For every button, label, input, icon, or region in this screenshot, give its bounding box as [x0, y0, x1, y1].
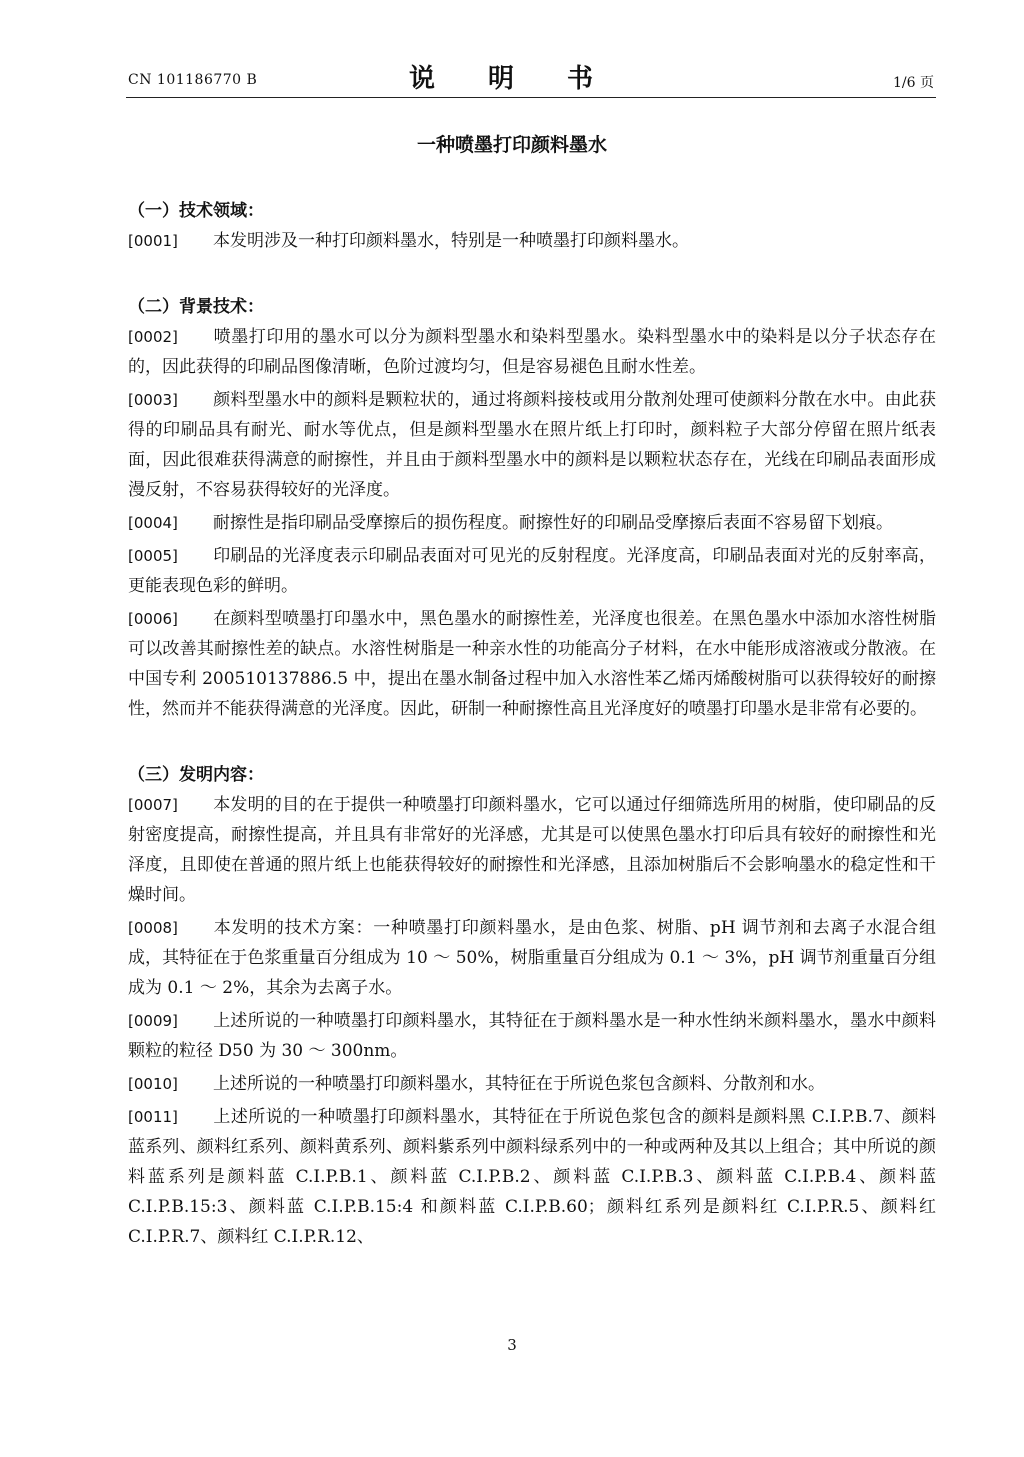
section-heading: （一）技术领域：	[128, 201, 264, 221]
paragraph-text: 在颜料型喷墨打印墨水中，黑色墨水的耐擦性差，光泽度也很差。在黑色墨水中添加水溶性树脂可以改善其耐擦性差的缺点。水溶性树脂是一种亲水性的功能高分子材料，在水中能形成溶液或分散液。在中国专利 200510137886.5 中，提出在墨水制备过程中加入水溶性苯乙烯丙烯酸树脂可以获得较好的耐擦性，然而并不能获得满意的光泽度。因此，研制一种耐擦性高且光泽度好的喷墨打印墨水是非常有必要的。	[128, 609, 936, 719]
patent-number: CN 101186770 B	[128, 72, 258, 88]
paragraph-number: [0003]	[128, 391, 178, 409]
paragraph-number: [0001]	[128, 232, 178, 250]
paragraph	[128, 322, 936, 382]
paragraph-text: 上述所说的一种喷墨打印颜料墨水，其特征在于所说色浆包含的颜料是颜料黑 C.I.P.B.7、颜料蓝系列、颜料红系列、颜料黄系列、颜料紫系列中颜料绿系列中的一种或两种及其以上组合；其中所说的颜料蓝系列是颜料蓝 C.I.P.B.1、颜料蓝 C.I.P.B.2、颜料蓝 C.I.P.B.3、颜料蓝 C.I.P.B.4、颜料蓝 C.I.P.B.15:3、颜料蓝 C.I.P.B.15:4 和颜料蓝 C.I.P.B.60；颜料红系列是颜料红 C.I.P.R.5、颜料红 C.I.P.R.7、颜料红 C.I.P.R.12、	[128, 1107, 936, 1247]
paragraph-number: [0011]	[128, 1108, 178, 1126]
page-indicator: 1/6 页	[893, 75, 934, 91]
document-title: 一种喷墨打印颜料墨水	[416, 134, 607, 156]
paragraph-text: 本发明的目的在于提供一种喷墨打印颜料墨水，它可以通过仔细筛选所用的树脂，使印刷品的反射密度提高，耐擦性提高，并且具有非常好的光泽感，尤其是可以使黑色墨水打印后具有较好的耐擦性和光泽度，且即使在普通的照片纸上也能获得较好的耐擦性和光泽感，且添加树脂后不会影响墨水的稳定性和干燥时间。	[128, 795, 936, 905]
paragraph-number: [0009]	[128, 1012, 178, 1030]
paragraph-text: 上述所说的一种喷墨打印颜料墨水，其特征在于颜料墨水是一种水性纳米颜料墨水，墨水中颜料颗粒的粒径 D50 为 30 ～ 300nm。	[128, 1011, 936, 1061]
paragraph	[128, 913, 936, 1003]
paragraph-text: 颜料型墨水中的颜料是颗粒状的，通过将颜料接枝或用分散剂处理可使颜料分散在水中。由此获得的印刷品具有耐光、耐水等优点，但是颜料型墨水在照片纸上打印时，颜料粒子大部分停留在照片纸表面，因此很难获得满意的耐擦性，并且由于颜料型墨水中的颜料是以颗粒状态存在，光线在印刷品表面形成漫反射，不容易获得较好的光泽度。	[128, 390, 936, 500]
document-type-heading: 说 明 书	[408, 64, 616, 94]
paragraph-text: 喷墨打印用的墨水可以分为颜料型墨水和染料型墨水。染料型墨水中的染料是以分子状态存在的，因此获得的印刷品图像清晰，色阶过渡均匀，但是容易褪色且耐水性差。	[128, 327, 936, 377]
paragraph	[128, 226, 936, 256]
page-number: 3	[507, 1336, 517, 1354]
paragraph-number: [0010]	[128, 1075, 178, 1093]
paragraph	[128, 604, 936, 724]
paragraph	[128, 1069, 936, 1099]
section-heading: （二）背景技术：	[128, 297, 264, 317]
paragraph-text: 上述所说的一种喷墨打印颜料墨水，其特征在于所说色浆包含颜料、分散剂和水。	[213, 1074, 825, 1094]
document-body	[128, 196, 936, 1255]
paragraph	[128, 541, 936, 601]
paragraph	[128, 1102, 936, 1252]
paragraph-number: [0002]	[128, 328, 178, 346]
paragraph-number: [0008]	[128, 919, 178, 937]
paragraph	[128, 1006, 936, 1066]
paragraph-number: [0007]	[128, 796, 178, 814]
paragraph-number: [0005]	[128, 547, 178, 565]
paragraph	[128, 508, 936, 538]
section-heading: （三）发明内容：	[128, 765, 264, 785]
header-divider	[126, 97, 936, 98]
paragraph-text: 耐擦性是指印刷品受摩擦后的损伤程度。耐擦性好的印刷品受摩擦后表面不容易留下划痕。	[213, 513, 893, 533]
paragraph-text: 印刷品的光泽度表示印刷品表面对可见光的反射程度。光泽度高，印刷品表面对光的反射率高，更能表现色彩的鲜明。	[128, 546, 936, 596]
paragraph-number: [0004]	[128, 514, 178, 532]
paragraph-number: [0006]	[128, 610, 178, 628]
paragraph	[128, 790, 936, 910]
paragraph-text: 本发明涉及一种打印颜料墨水，特别是一种喷墨打印颜料墨水。	[213, 231, 689, 251]
paragraph	[128, 385, 936, 505]
paragraph-text: 本发明的技术方案：一种喷墨打印颜料墨水，是由色浆、树脂、pH 调节剂和去离子水混合组成，其特征在于色浆重量百分组成为 10 ～ 50%，树脂重量百分组成为 0.1 ～ 3%，pH 调节剂重量百分组成为 0.1 ～ 2%，其余为去离子水。	[128, 918, 936, 998]
